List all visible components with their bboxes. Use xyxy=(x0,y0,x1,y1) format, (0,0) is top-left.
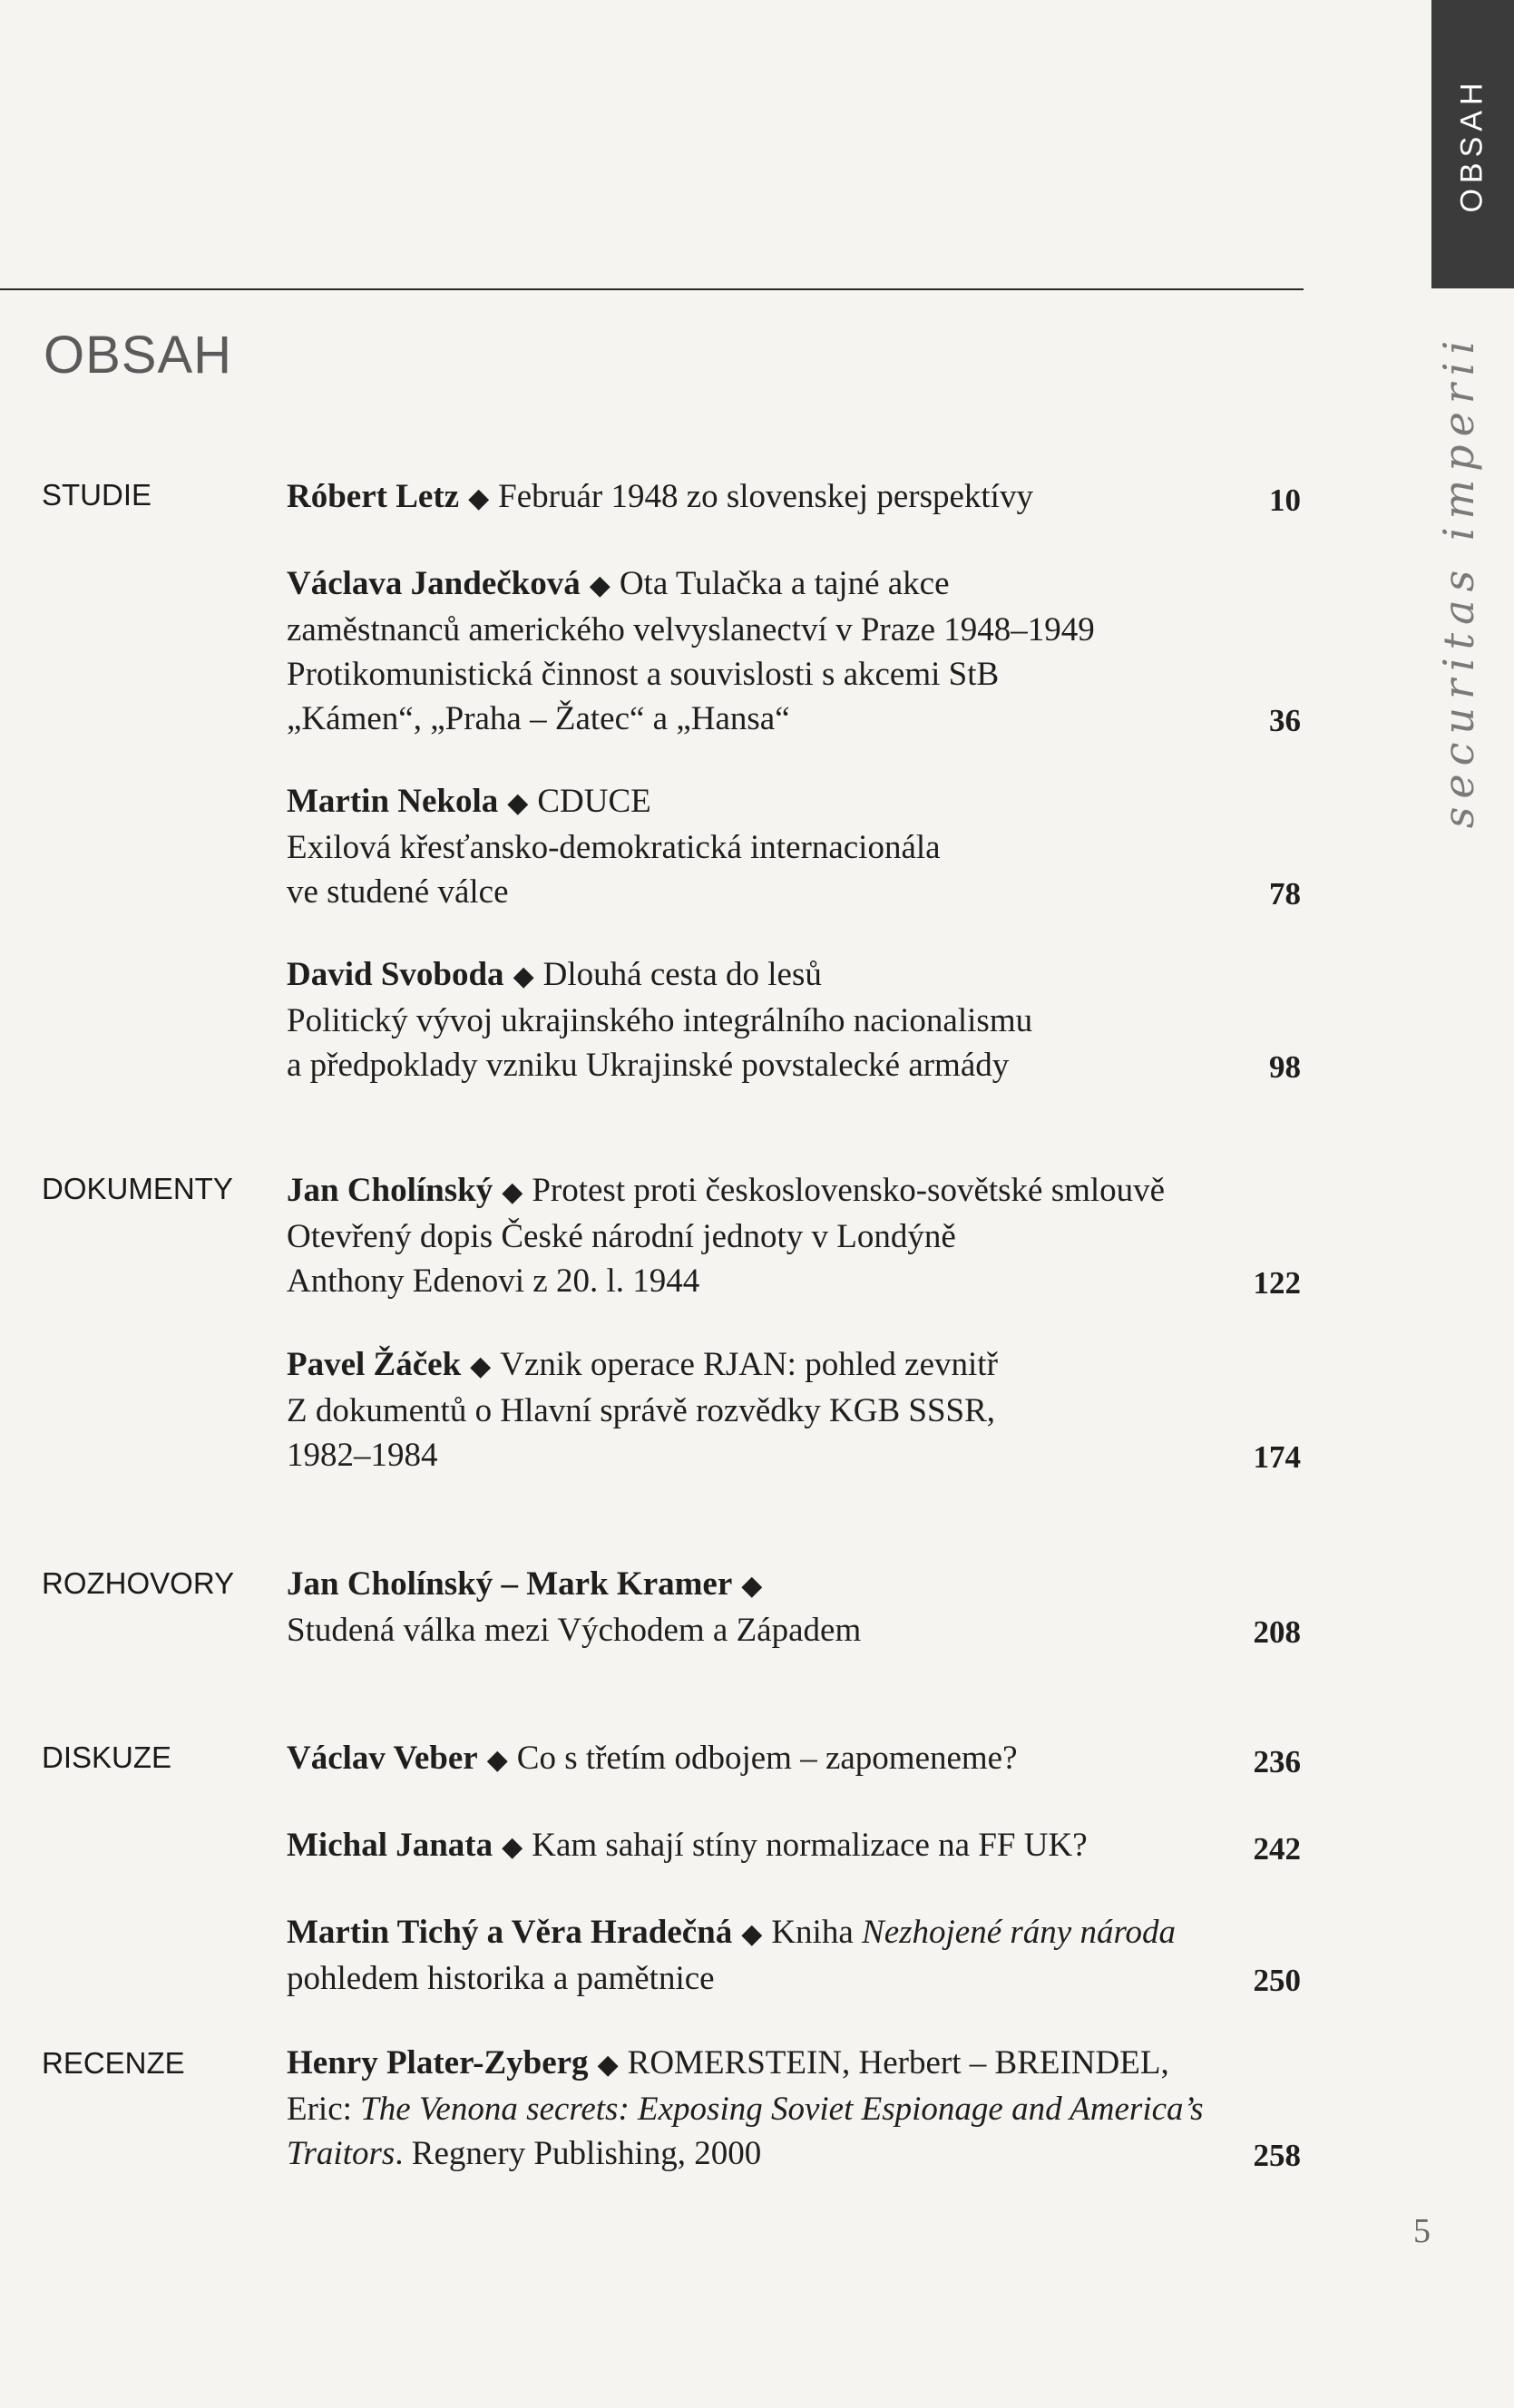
entry-title: Dlouhá cesta do lesů xyxy=(542,956,822,993)
entry-author: Jan Cholínský – Mark Kramer xyxy=(287,1565,733,1603)
section-diskuze: DISKUZE xyxy=(42,1740,172,1774)
entry-page-number: 242 xyxy=(1253,1831,1301,1867)
toc-entry[interactable] xyxy=(287,561,1301,741)
top-rule xyxy=(0,288,1304,290)
entry-author: Martin Nekola xyxy=(287,783,499,820)
section-recenze: RECENZE xyxy=(42,2046,185,2080)
entry-title-italic: Traitors xyxy=(287,2135,396,2172)
entry-title: Kniha xyxy=(771,1914,863,1951)
entry-author: Václav Veber xyxy=(287,1740,478,1777)
diamond-icon: ◆ xyxy=(502,1176,523,1208)
side-tab-label: OBSAH xyxy=(1454,77,1490,213)
entry-line: Protikomunistická činnost a souvislosti s akcemi StB xyxy=(287,656,1000,693)
entry-page-number: 78 xyxy=(1269,876,1301,912)
entry-page-number: 10 xyxy=(1269,483,1301,518)
toc-entry[interactable] xyxy=(287,1168,1301,1303)
entry-author: Michal Janata xyxy=(287,1827,493,1864)
entry-line: Politický vývoj ukrajinského integrálního nacionalismu xyxy=(287,1002,1033,1039)
entry-title-italic: The Venona secrets: xyxy=(360,2091,630,2128)
entry-line: Anthony Edenovi z 20. l. 1944 xyxy=(287,1262,700,1300)
entry-line: Otevřený dopis České národní jednoty v Londýně xyxy=(287,1218,956,1255)
page-title: OBSAH xyxy=(44,326,233,385)
section-studie: STUDIE xyxy=(42,478,152,512)
entry-title: Kam sahají stíny normalizace na FF UK? xyxy=(532,1827,1088,1864)
entry-line: Z dokumentů o Hlavní správě rozvědky KGB SSSR, xyxy=(287,1392,996,1429)
toc-entry[interactable] xyxy=(287,474,1301,521)
diamond-icon: ◆ xyxy=(589,570,610,601)
entry-page-number: 98 xyxy=(1269,1049,1301,1085)
entry-title-italic: Exposing Soviet Espionage and America’s xyxy=(638,2091,1204,2128)
diamond-icon: ◆ xyxy=(741,1918,763,1950)
entry-line: pohledem historika a pamětnice xyxy=(287,1960,715,1997)
toc-entry[interactable] xyxy=(287,1736,1301,1782)
entry-author: David Svoboda xyxy=(287,956,504,993)
entry-line: Exilová křesťansko-demokratická internacionála xyxy=(287,829,941,866)
entry-page-number: 174 xyxy=(1253,1439,1301,1475)
page-number: 5 xyxy=(1413,2212,1431,2250)
section-dokumenty: DOKUMENTY xyxy=(42,1172,233,1205)
diamond-icon: ◆ xyxy=(741,1570,763,1602)
entry-line: zaměstnanců amerického velvyslanectví v Praze 1948–1949 xyxy=(287,611,1095,648)
entry-author: Václava Jandečková xyxy=(287,565,581,602)
entry-page-number: 250 xyxy=(1253,1963,1301,1998)
entry-page-number: 36 xyxy=(1269,703,1301,738)
diamond-icon: ◆ xyxy=(513,960,534,992)
toc-entry[interactable] xyxy=(287,1342,1301,1477)
diamond-icon: ◆ xyxy=(597,2049,619,2081)
entry-line: a předpoklady vzniku Ukrajinské povstalecké armády xyxy=(287,1047,1010,1084)
entry-line: „Kámen“, „Praha – Žatec“ a „Hansa“ xyxy=(287,700,790,737)
entry-author: Róbert Letz xyxy=(287,478,460,515)
toc-entry[interactable] xyxy=(287,952,1301,1087)
entry-author: Jan Cholínský xyxy=(287,1172,493,1209)
entry-title: CDUCE xyxy=(537,783,651,820)
toc-entry[interactable] xyxy=(287,2041,1301,2176)
entry-title-italic: Nezhojené rány národa xyxy=(862,1914,1176,1951)
diamond-icon: ◆ xyxy=(468,483,490,514)
entry-author: Henry Plater-Zyberg xyxy=(287,2044,589,2081)
entry-title: Co s třetím odbojem – zapomeneme? xyxy=(516,1740,1018,1777)
entry-title: Vznik operace RJAN: pohled zevnitř xyxy=(500,1346,998,1383)
toc-entry[interactable] xyxy=(287,779,1301,914)
entry-line: 1982–1984 xyxy=(287,1437,438,1474)
diamond-icon: ◆ xyxy=(502,1831,523,1863)
entry-page-number: 208 xyxy=(1253,1614,1301,1650)
entry-line: Eric: xyxy=(287,2091,361,2128)
entry-author: Martin Tichý a Věra Hradečná xyxy=(287,1914,733,1951)
entry-page-number: 122 xyxy=(1253,1265,1301,1301)
journal-brand: securitas imperii xyxy=(1434,332,1483,829)
entry-page-number: 236 xyxy=(1253,1744,1301,1779)
entry-title: ROMERSTEIN, Herbert – BREINDEL, xyxy=(627,2044,1169,2081)
diamond-icon: ◆ xyxy=(486,1744,508,1776)
diamond-icon: ◆ xyxy=(470,1350,492,1382)
entry-title: Ota Tulačka a tajné akce xyxy=(619,565,950,602)
toc-entry[interactable] xyxy=(287,1562,1301,1652)
toc-entry[interactable] xyxy=(287,1823,1301,1869)
entry-page-number: 258 xyxy=(1253,2138,1301,2173)
entry-title: Február 1948 zo slovenskej perspektívy xyxy=(498,478,1033,515)
entry-title: Protest proti československo-sovětské smlouvě xyxy=(532,1172,1166,1209)
toc-entry[interactable] xyxy=(287,1910,1301,2001)
side-tab xyxy=(1431,0,1514,288)
section-rozhovory: ROZHOVORY xyxy=(42,1566,235,1600)
entry-author: Pavel Žáček xyxy=(287,1346,462,1383)
entry-line: Studená válka mezi Východem a Západem xyxy=(287,1612,862,1649)
entry-line: . Regnery Publishing, 2000 xyxy=(395,2135,762,2172)
entry-line: ve studené válce xyxy=(287,873,509,911)
diamond-icon: ◆ xyxy=(507,787,529,819)
